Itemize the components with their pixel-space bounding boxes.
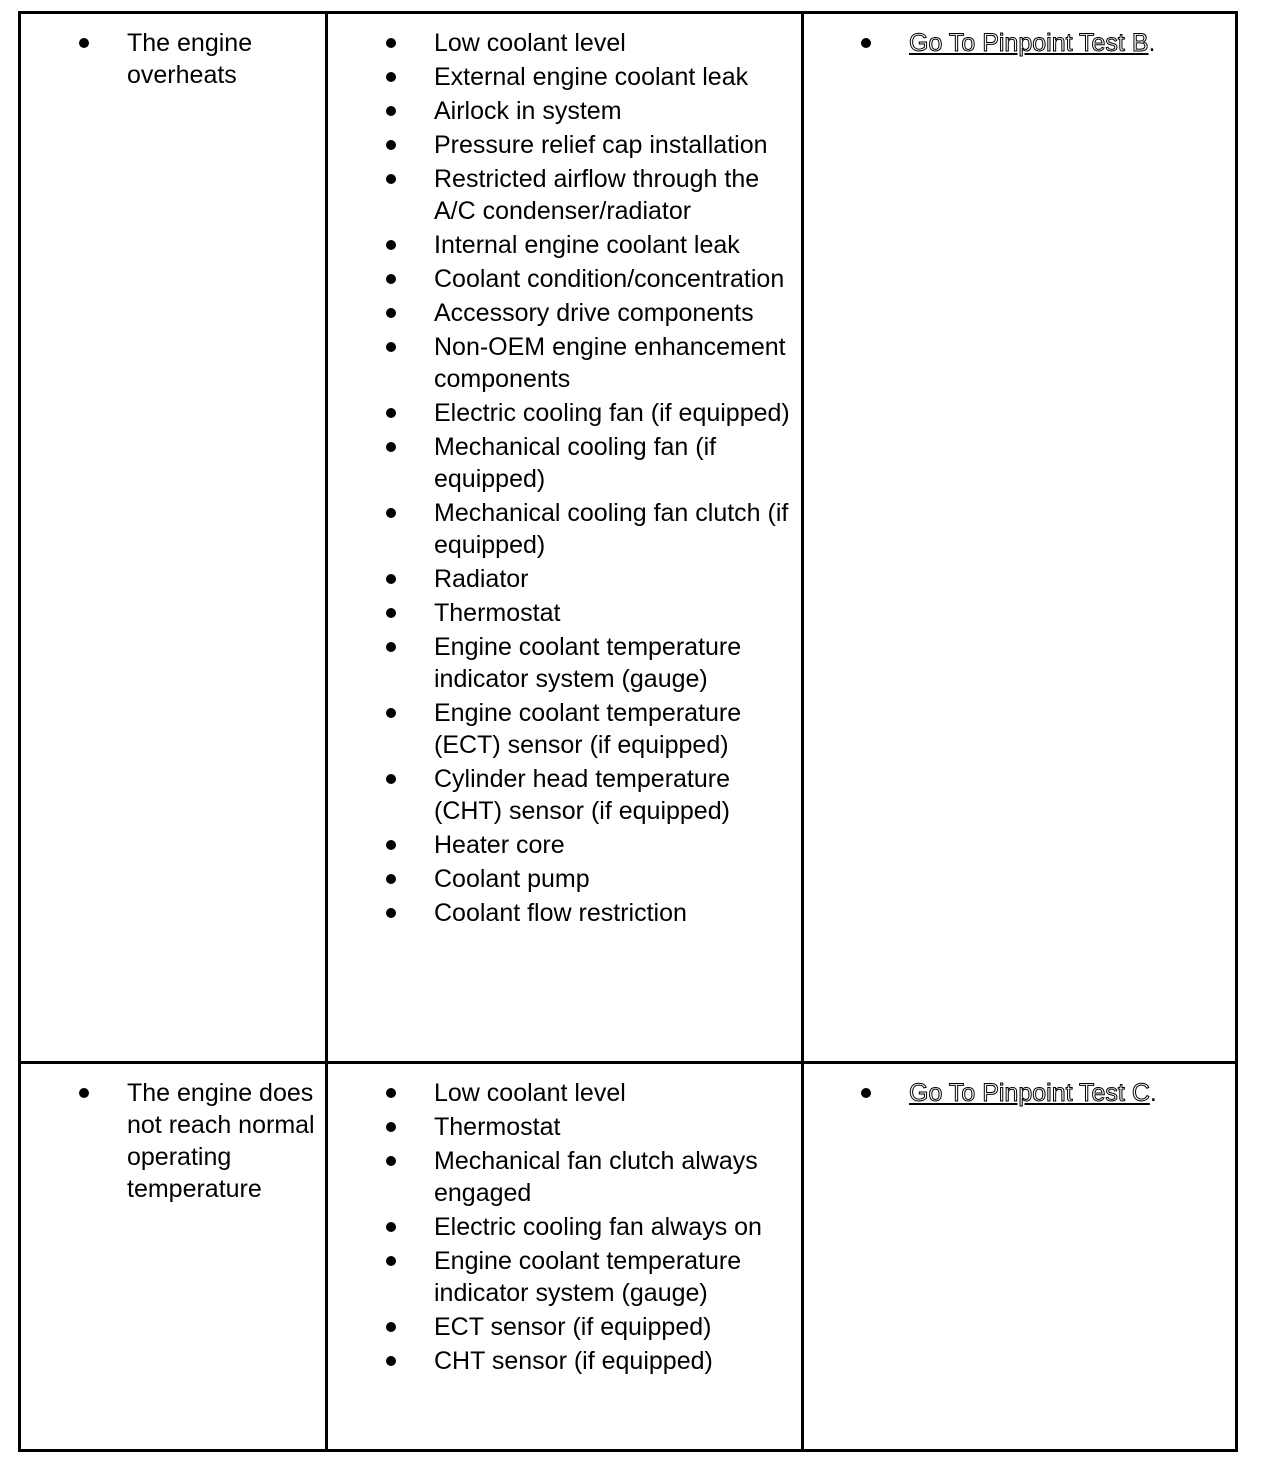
pinpoint-test-b-link[interactable]: Go To Pinpoint Test B [909, 29, 1149, 57]
action-cell [803, 1063, 1237, 1451]
symptom-list [21, 1064, 325, 1205]
list-item: Mechanical cooling fan (if equipped) [434, 431, 797, 495]
list-item: Radiator [434, 563, 797, 595]
list-item: Cylinder head temperature (CHT) sensor (if equipped) [434, 763, 797, 827]
symptom-cell [20, 1063, 327, 1451]
list-item: Mechanical cooling fan clutch (if equipped) [434, 497, 797, 561]
list-item: Engine coolant temperature indicator system (gauge) [434, 1245, 797, 1309]
list-item: Engine coolant temperature (ECT) sensor (if equipped) [434, 697, 797, 761]
list-item: Low coolant level [434, 27, 797, 59]
possible-source-list [328, 1064, 801, 1377]
symptom-chart-table [18, 11, 1238, 1452]
action-list [804, 14, 1235, 59]
list-item: Heater core [434, 829, 797, 861]
action-cell [803, 13, 1237, 1063]
action-suffix: . [1148, 29, 1156, 57]
possible-source-cell [327, 13, 803, 1063]
list-item: Non-OEM engine enhancement components [434, 331, 797, 395]
list-item: Low coolant level [434, 1077, 797, 1109]
list-item: Coolant condition/concentration [434, 263, 797, 295]
action-list [804, 1064, 1235, 1109]
list-item: Mechanical fan clutch always engaged [434, 1145, 797, 1209]
possible-source-cell [327, 1063, 803, 1451]
list-item: Electric cooling fan (if equipped) [434, 397, 797, 429]
list-item: Coolant pump [434, 863, 797, 895]
list-item: Coolant flow restriction [434, 897, 797, 929]
action-item [909, 27, 1235, 59]
symptom-text: The engine does not reach normal operating temperature [127, 1077, 325, 1205]
action-suffix: . [1149, 1079, 1157, 1107]
symptom-text: The engine overheats [127, 27, 325, 91]
list-item: Thermostat [434, 1111, 797, 1143]
list-item: Accessory drive components [434, 297, 797, 329]
pinpoint-test-c-link[interactable]: Go To Pinpoint Test C [909, 1079, 1150, 1107]
list-item: External engine coolant leak [434, 61, 797, 93]
list-item: Electric cooling fan always on [434, 1211, 797, 1243]
list-item: Internal engine coolant leak [434, 229, 797, 261]
table-row [20, 1063, 1237, 1451]
possible-source-list [328, 14, 801, 929]
list-item: Thermostat [434, 597, 797, 629]
list-item: ECT sensor (if equipped) [434, 1311, 797, 1343]
list-item: Engine coolant temperature indicator system (gauge) [434, 631, 797, 695]
symptom-cell [20, 13, 327, 1063]
list-item: Airlock in system [434, 95, 797, 127]
list-item: Restricted airflow through the A/C condenser/radiator [434, 163, 797, 227]
symptom-list [21, 14, 325, 91]
table-row [20, 13, 1237, 1063]
list-item: Pressure relief cap installation [434, 129, 797, 161]
action-item [909, 1077, 1235, 1109]
list-item: CHT sensor (if equipped) [434, 1345, 797, 1377]
